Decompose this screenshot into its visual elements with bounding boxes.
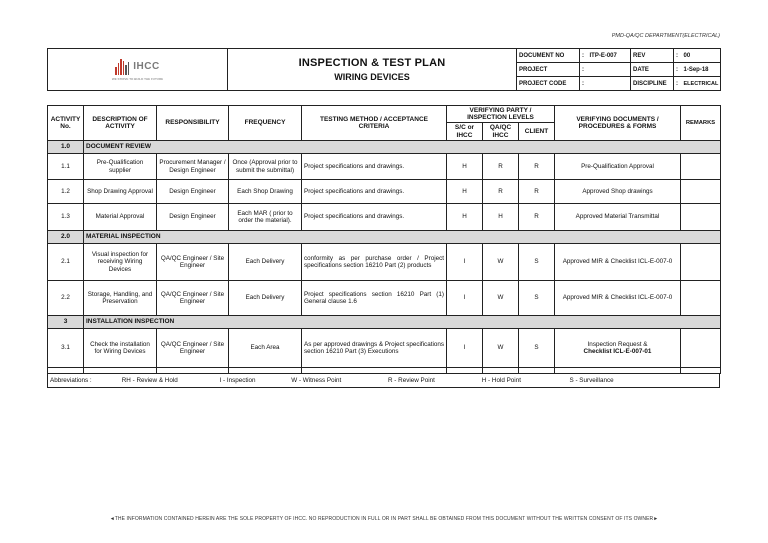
title-cell — [228, 49, 517, 91]
spacer-cell — [84, 368, 157, 374]
activity-number: 1.2 — [48, 180, 84, 204]
abbr-inspection: I - Inspection — [219, 377, 256, 384]
project-code-label: PROJECT CODE — [517, 77, 580, 91]
level-client: S — [519, 244, 555, 281]
activity-description: Material Approval — [84, 204, 157, 231]
verifying-document-line: Approved MIR & Checklist ICL-E-007-0 — [562, 294, 673, 302]
level-client: S — [519, 281, 555, 316]
abbr-witness-point: W - Witness Point — [291, 377, 342, 384]
level-sc: H — [447, 154, 483, 180]
spacer-cell — [229, 368, 302, 374]
frequency: Once (Approval prior to submit the submittal) — [229, 154, 302, 180]
method-criteria: Project specifications and drawings. — [302, 180, 447, 204]
abbreviations-label: Abbreviations : — [50, 377, 92, 384]
level-qaqc: R — [483, 154, 519, 180]
level-client: R — [519, 154, 555, 180]
col-method: TESTING METHOD / ACCEPTANCE CRITERIA — [302, 106, 447, 141]
method-criteria: As per approved drawings & Project specifications section 16210 Part (3) Executions — [302, 329, 447, 368]
activity-number: 2.1 — [48, 244, 84, 281]
spacer-cell — [681, 368, 721, 374]
responsibility: QA/QC Engineer / Site Engineer — [157, 329, 229, 368]
doc-no-label: DOCUMENT NO — [517, 49, 580, 63]
method-criteria: Project specifications and drawings. — [302, 204, 447, 231]
verifying-document-line: Inspection Request & — [587, 340, 648, 348]
verifying-document-line: Approved MIR & Checklist ICL-E-007-0 — [562, 258, 673, 266]
rev-value: 00 — [682, 49, 721, 63]
method-criteria: Project specifications section 16210 Part (1) General clause 1.6 — [302, 281, 447, 316]
logo-tagline: WE STRIVE TO BUILD THE FUTURE — [111, 76, 164, 81]
colon: : — [580, 77, 588, 91]
spacer-row — [48, 368, 721, 374]
level-client: R — [519, 180, 555, 204]
table-row — [48, 204, 721, 231]
discipline-label: DISCIPLINE — [631, 77, 674, 91]
spacer-cell — [447, 368, 483, 374]
remarks — [681, 329, 721, 368]
responsibility: QA/QC Engineer / Site Engineer — [157, 281, 229, 316]
col-verifying-party: VERIFYING PARTY / INSPECTION LEVELS — [447, 106, 555, 123]
spacer-cell — [157, 368, 229, 374]
abbr-review-point: R - Review Point — [388, 377, 435, 384]
activity-description: Pre-Qualification supplier — [84, 154, 157, 180]
frequency: Each Shop Drawing — [229, 180, 302, 204]
level-qaqc: W — [483, 329, 519, 368]
table-row — [48, 329, 721, 368]
col-verifying-docs: VERIFYING DOCUMENTS / PROCEDURES & FORMS — [555, 106, 681, 141]
frequency: Each Delivery — [229, 244, 302, 281]
itp-body — [48, 141, 721, 374]
doc-title: INSPECTION & TEST PLAN — [298, 57, 446, 69]
doc-subtitle: WIRING DEVICES — [334, 72, 410, 82]
colon: : — [674, 63, 682, 77]
level-sc: H — [447, 180, 483, 204]
project-value — [588, 63, 631, 77]
section-number: 2.0 — [48, 231, 84, 244]
frequency: Each Area — [229, 329, 302, 368]
remarks — [681, 154, 721, 180]
spacer-cell — [555, 368, 681, 374]
level-client: R — [519, 204, 555, 231]
section-row — [48, 141, 721, 154]
activity-number: 1.3 — [48, 204, 84, 231]
verifying-document — [555, 244, 681, 281]
colon: : — [674, 77, 682, 91]
logo-text: IHCC — [133, 61, 160, 72]
abbreviations-table — [47, 374, 720, 388]
col-qaqc: QA/QC IHCC — [483, 123, 519, 141]
verifying-document — [555, 154, 681, 180]
responsibility: QA/QC Engineer / Site Engineer — [157, 244, 229, 281]
table-row — [48, 281, 721, 316]
level-sc: I — [447, 329, 483, 368]
abbr-hold-point: H - Hold Point — [481, 377, 521, 384]
itp-table — [47, 105, 721, 374]
level-sc: H — [447, 204, 483, 231]
abbreviations-row — [48, 374, 720, 388]
col-client: CLIENT — [519, 123, 555, 141]
responsibility: Design Engineer — [157, 180, 229, 204]
method-criteria: conformity as per purchase order / Project specifications section 16210 Part (2) products — [302, 244, 447, 281]
date-value: 1-Sep-18 — [682, 63, 721, 77]
colon: : — [674, 49, 682, 63]
col-responsibility: RESPONSIBILITY — [157, 106, 229, 141]
level-qaqc: R — [483, 180, 519, 204]
section-number: 3 — [48, 316, 84, 329]
remarks — [681, 244, 721, 281]
rev-label: REV — [631, 49, 674, 63]
remarks — [681, 180, 721, 204]
level-client: S — [519, 329, 555, 368]
project-code-value — [588, 77, 631, 91]
discipline-value: ELECTRICAL — [682, 77, 721, 91]
activity-number: 1.1 — [48, 154, 84, 180]
colon: : — [580, 49, 588, 63]
section-row — [48, 231, 721, 244]
table-row — [48, 244, 721, 281]
date-label: DATE — [631, 63, 674, 77]
section-row — [48, 316, 721, 329]
verifying-document — [555, 204, 681, 231]
remarks — [681, 281, 721, 316]
col-description: DESCRIPTION OF ACTIVITY — [84, 106, 157, 141]
activity-description: Visual inspection for receiving Wiring Devices — [84, 244, 157, 281]
itp-sheet — [47, 48, 720, 388]
col-activity-no: ACTIVITY No. — [48, 106, 84, 141]
level-qaqc: W — [483, 281, 519, 316]
frequency: Each MAR ( prior to order the material). — [229, 204, 302, 231]
responsibility: Procurement Manager / Design Engineer — [157, 154, 229, 180]
logo-bars-icon — [115, 59, 129, 75]
frequency: Each Delivery — [229, 281, 302, 316]
abbr-review-hold: RH - Review & Hold — [121, 377, 178, 384]
spacer-cell — [519, 368, 555, 374]
abbr-surveillance: S - Surveillance — [569, 377, 614, 384]
activity-description: Check the installation for Wiring Devices — [84, 329, 157, 368]
activity-number: 3.1 — [48, 329, 84, 368]
section-number: 1.0 — [48, 141, 84, 154]
responsibility: Design Engineer — [157, 204, 229, 231]
section-title: MATERIAL INSPECTION — [84, 231, 721, 244]
level-qaqc: W — [483, 244, 519, 281]
company-logo — [50, 59, 225, 75]
logo-cell — [48, 49, 228, 91]
col-remarks: REMARKS — [681, 106, 721, 141]
table-row — [48, 180, 721, 204]
level-sc: I — [447, 281, 483, 316]
spacer-cell — [302, 368, 447, 374]
activity-description: Shop Drawing Approval — [84, 180, 157, 204]
verifying-document-line: Pre-Qualification Approval — [581, 162, 654, 170]
verifying-document-line2: Checklist ICL-E-007-01 — [583, 348, 652, 355]
remarks — [681, 204, 721, 231]
activity-number: 2.2 — [48, 281, 84, 316]
verifying-document — [555, 281, 681, 316]
activity-description: Storage, Handling, and Preservation — [84, 281, 157, 316]
level-qaqc: H — [483, 204, 519, 231]
verifying-document — [555, 180, 681, 204]
confidentiality-footer: ◄THE INFORMATION CONTAINED HEREIN ARE THE SOLE PROPERTY OF IHCC. NO REPRODUCTION IN FULL OR IN PART SHALL BE OBTAINED FROM THIS DOCUMENT WITHOUT THE WRITTEN CONSENT OF ITS OWNER► — [109, 516, 659, 522]
section-title: DOCUMENT REVIEW — [84, 141, 721, 154]
doc-no-value: ITP-E-007 — [588, 49, 631, 63]
verifying-document — [555, 329, 681, 368]
section-title: INSTALLATION INSPECTION — [84, 316, 721, 329]
verifying-document-line: Approved Shop drawings — [582, 187, 653, 195]
project-label: PROJECT — [517, 63, 580, 77]
spacer-cell — [48, 368, 84, 374]
verifying-document-line: Approved Material Transmittal — [575, 213, 660, 221]
method-criteria: Project specifications and drawings. — [302, 154, 447, 180]
spacer-cell — [483, 368, 519, 374]
header-table — [47, 48, 721, 91]
department-label: PMD-QA/QC DEPARTMENT(ELECTRICAL) — [611, 33, 720, 39]
col-sc: S/C or IHCC — [447, 123, 483, 141]
table-row — [48, 154, 721, 180]
col-frequency: FREQUENCY — [229, 106, 302, 141]
level-sc: I — [447, 244, 483, 281]
colon: : — [580, 63, 588, 77]
